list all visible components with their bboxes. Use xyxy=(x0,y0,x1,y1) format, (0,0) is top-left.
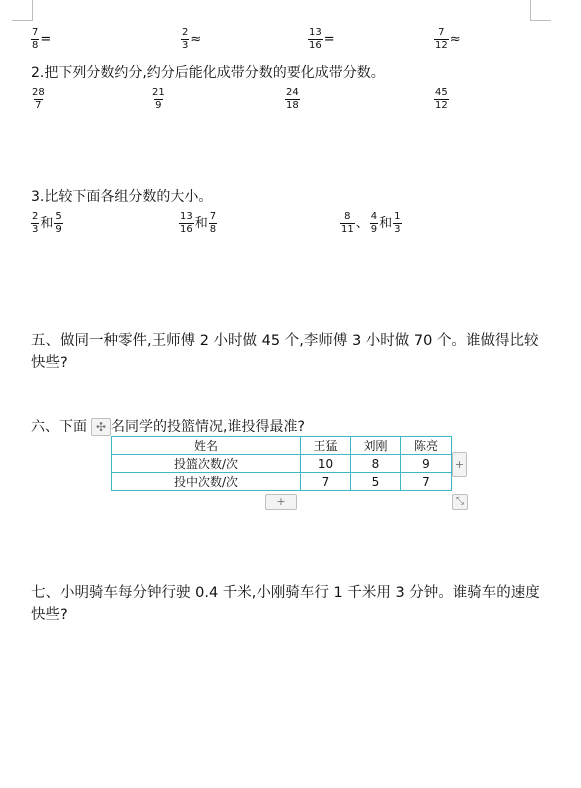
numerator: 8 xyxy=(344,211,351,222)
table-resize-handle-icon[interactable]: ⤡ xyxy=(452,494,468,510)
table-move-handle-icon[interactable]: ✣ xyxy=(91,418,111,436)
shooting-table xyxy=(111,436,452,491)
top-fraction-4 xyxy=(434,28,461,51)
top-fraction-1 xyxy=(31,28,51,51)
page-corner-mark-left xyxy=(12,0,33,21)
add-column-button[interactable]: + xyxy=(452,452,467,477)
denominator: 16 xyxy=(180,224,193,235)
approx-sign: ≈ xyxy=(449,32,461,47)
q3-group-3 xyxy=(340,212,402,235)
q3-group-2 xyxy=(179,212,217,235)
numerator: 5 xyxy=(55,211,62,222)
numerator: 45 xyxy=(435,87,448,98)
compare-and-text: 和 xyxy=(379,216,393,231)
numerator: 28 xyxy=(32,87,45,98)
q2-title: 2.把下列分数约分,约分后能化成带分数的要化成带分数。 xyxy=(31,65,385,81)
table-header-cell[interactable]: 陈亮 xyxy=(401,437,452,455)
q5-text: 五、做同一种零件,王师傅 2 小时做 45 个,李师傅 3 小时做 70 个。谁做得比较快些? xyxy=(31,333,539,371)
q2-fraction-4 xyxy=(434,88,449,111)
compare-and-text: 和 xyxy=(40,216,54,231)
numerator: 7 xyxy=(32,27,39,38)
denominator: 9 xyxy=(55,224,62,235)
equals-sign: = xyxy=(323,32,335,47)
denominator: 9 xyxy=(155,100,162,111)
numerator: 7 xyxy=(438,27,445,38)
table-header-cell[interactable]: 王猛 xyxy=(301,437,351,455)
add-row-button[interactable]: + xyxy=(265,494,297,510)
denominator: 3 xyxy=(32,224,39,235)
denominator: 3 xyxy=(394,224,401,235)
numerator: 24 xyxy=(286,87,299,98)
denominator: 7 xyxy=(35,100,42,111)
numerator: 13 xyxy=(309,27,322,38)
table-cell[interactable]: 投篮次数/次 xyxy=(112,455,301,473)
denominator: 12 xyxy=(435,40,448,51)
table-row xyxy=(112,473,452,491)
table-cell[interactable]: 5 xyxy=(351,473,401,491)
q2-fraction-1 xyxy=(31,88,46,111)
top-fraction-3 xyxy=(308,28,335,51)
table-cell[interactable]: 8 xyxy=(351,455,401,473)
q6-text-after: 名同学的投篮情况,谁投得最准? xyxy=(111,419,305,435)
top-fraction-2 xyxy=(181,28,201,51)
q3-group-1 xyxy=(31,212,63,235)
page-corner-mark-right xyxy=(530,0,551,21)
table-cell[interactable]: 7 xyxy=(301,473,351,491)
denominator: 12 xyxy=(435,100,448,111)
table-cell[interactable]: 9 xyxy=(401,455,452,473)
compare-and-text: 和 xyxy=(194,216,208,231)
q2-fraction-3 xyxy=(285,88,300,111)
numerator: 2 xyxy=(32,211,39,222)
enumeration-comma: 、 xyxy=(355,216,369,231)
denominator: 11 xyxy=(341,224,354,235)
q2-fraction-2 xyxy=(151,88,166,111)
numerator: 2 xyxy=(182,27,189,38)
denominator: 3 xyxy=(182,40,189,51)
numerator: 4 xyxy=(370,211,378,222)
table-row xyxy=(112,455,452,473)
numerator: 13 xyxy=(180,211,193,222)
numerator: 1 xyxy=(394,211,401,222)
denominator: 8 xyxy=(209,224,217,235)
equals-sign: = xyxy=(40,32,52,47)
table-cell[interactable]: 投中次数/次 xyxy=(112,473,301,491)
numerator: 21 xyxy=(152,87,165,98)
q7-text: 七、小明骑车每分钟行驶 0.4 千米,小刚骑车行 1 千米用 3 分钟。谁骑车的速度快些? xyxy=(31,585,540,623)
denominator: 9 xyxy=(370,224,378,235)
q3-title: 3.比较下面各组分数的大小。 xyxy=(31,189,213,205)
table-cell[interactable]: 7 xyxy=(401,473,452,491)
table-header-cell[interactable]: 刘刚 xyxy=(351,437,401,455)
table-header-row xyxy=(112,437,452,455)
denominator: 16 xyxy=(309,40,322,51)
numerator: 7 xyxy=(209,211,217,222)
table-cell[interactable]: 10 xyxy=(301,455,351,473)
denominator: 8 xyxy=(32,40,39,51)
q6-text-before: 六、下面 xyxy=(31,419,87,435)
denominator: 18 xyxy=(286,100,299,111)
approx-sign: ≈ xyxy=(190,32,202,47)
table-header-cell[interactable]: 姓名 xyxy=(112,437,301,455)
